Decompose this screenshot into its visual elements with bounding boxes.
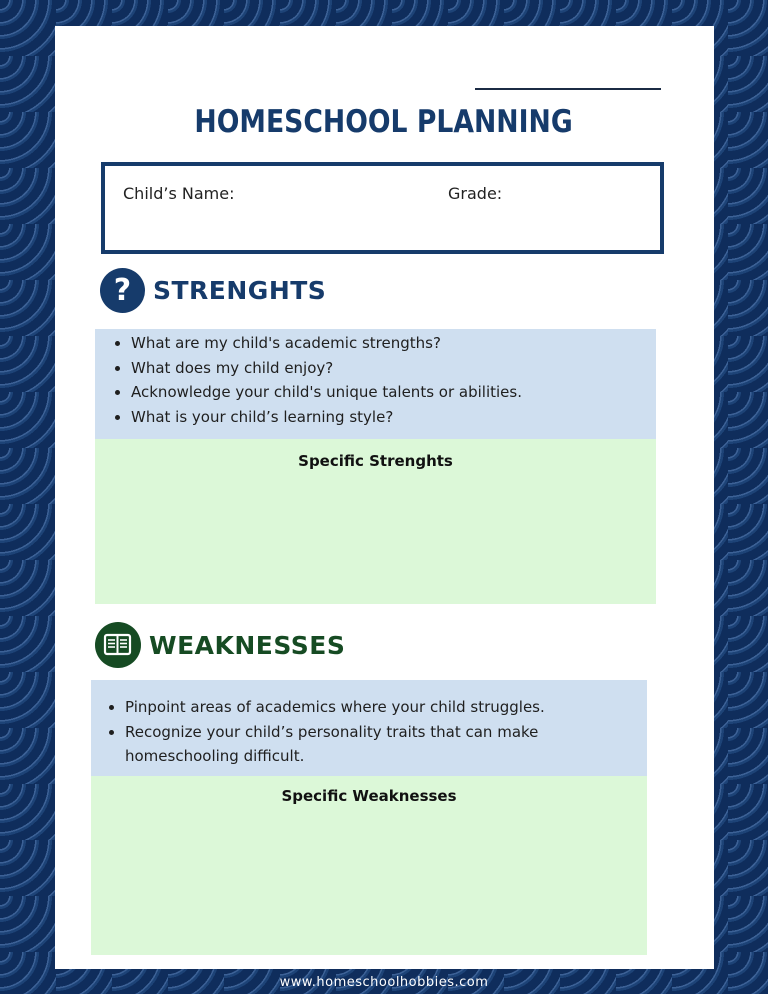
weaknesses-write-area[interactable] [91,776,647,955]
strengths-write-area[interactable] [95,439,656,604]
list-item: • Acknowledge your child's unique talents or abilities. [131,380,656,405]
list-item: • What are my child's academic strengths? [131,331,656,356]
grade-label: Grade: [448,184,503,203]
strengths-title: STRENGHTS [153,276,327,305]
weaknesses-prompts [91,680,647,776]
child-info-box [101,162,664,254]
weaknesses-fill-label: Specific Weaknesses [281,787,457,805]
weaknesses-header [95,622,345,668]
strengths-prompts [95,329,656,439]
weaknesses-title: WEAKNESSES [149,630,346,660]
list-item: • What is your child’s learning style? [131,405,656,430]
list-item: • What does my child enjoy? [131,356,656,381]
date-line [475,88,661,90]
child-name-label: Child’s Name: [123,184,235,203]
page-title: HOMESCHOOL PLANNING [194,104,573,140]
strengths-header [100,268,326,313]
question-mark-icon: ? [100,268,145,313]
strengths-fill-label: Specific Strenghts [298,452,453,470]
footer-url: www.homeschoolhobbies.com [279,975,489,990]
open-book-icon [95,622,141,668]
list-item: • Pinpoint areas of academics where your child struggles. [125,695,587,720]
list-item: • Recognize your child’s personality traits that can make homeschooling difficult. [125,720,587,769]
